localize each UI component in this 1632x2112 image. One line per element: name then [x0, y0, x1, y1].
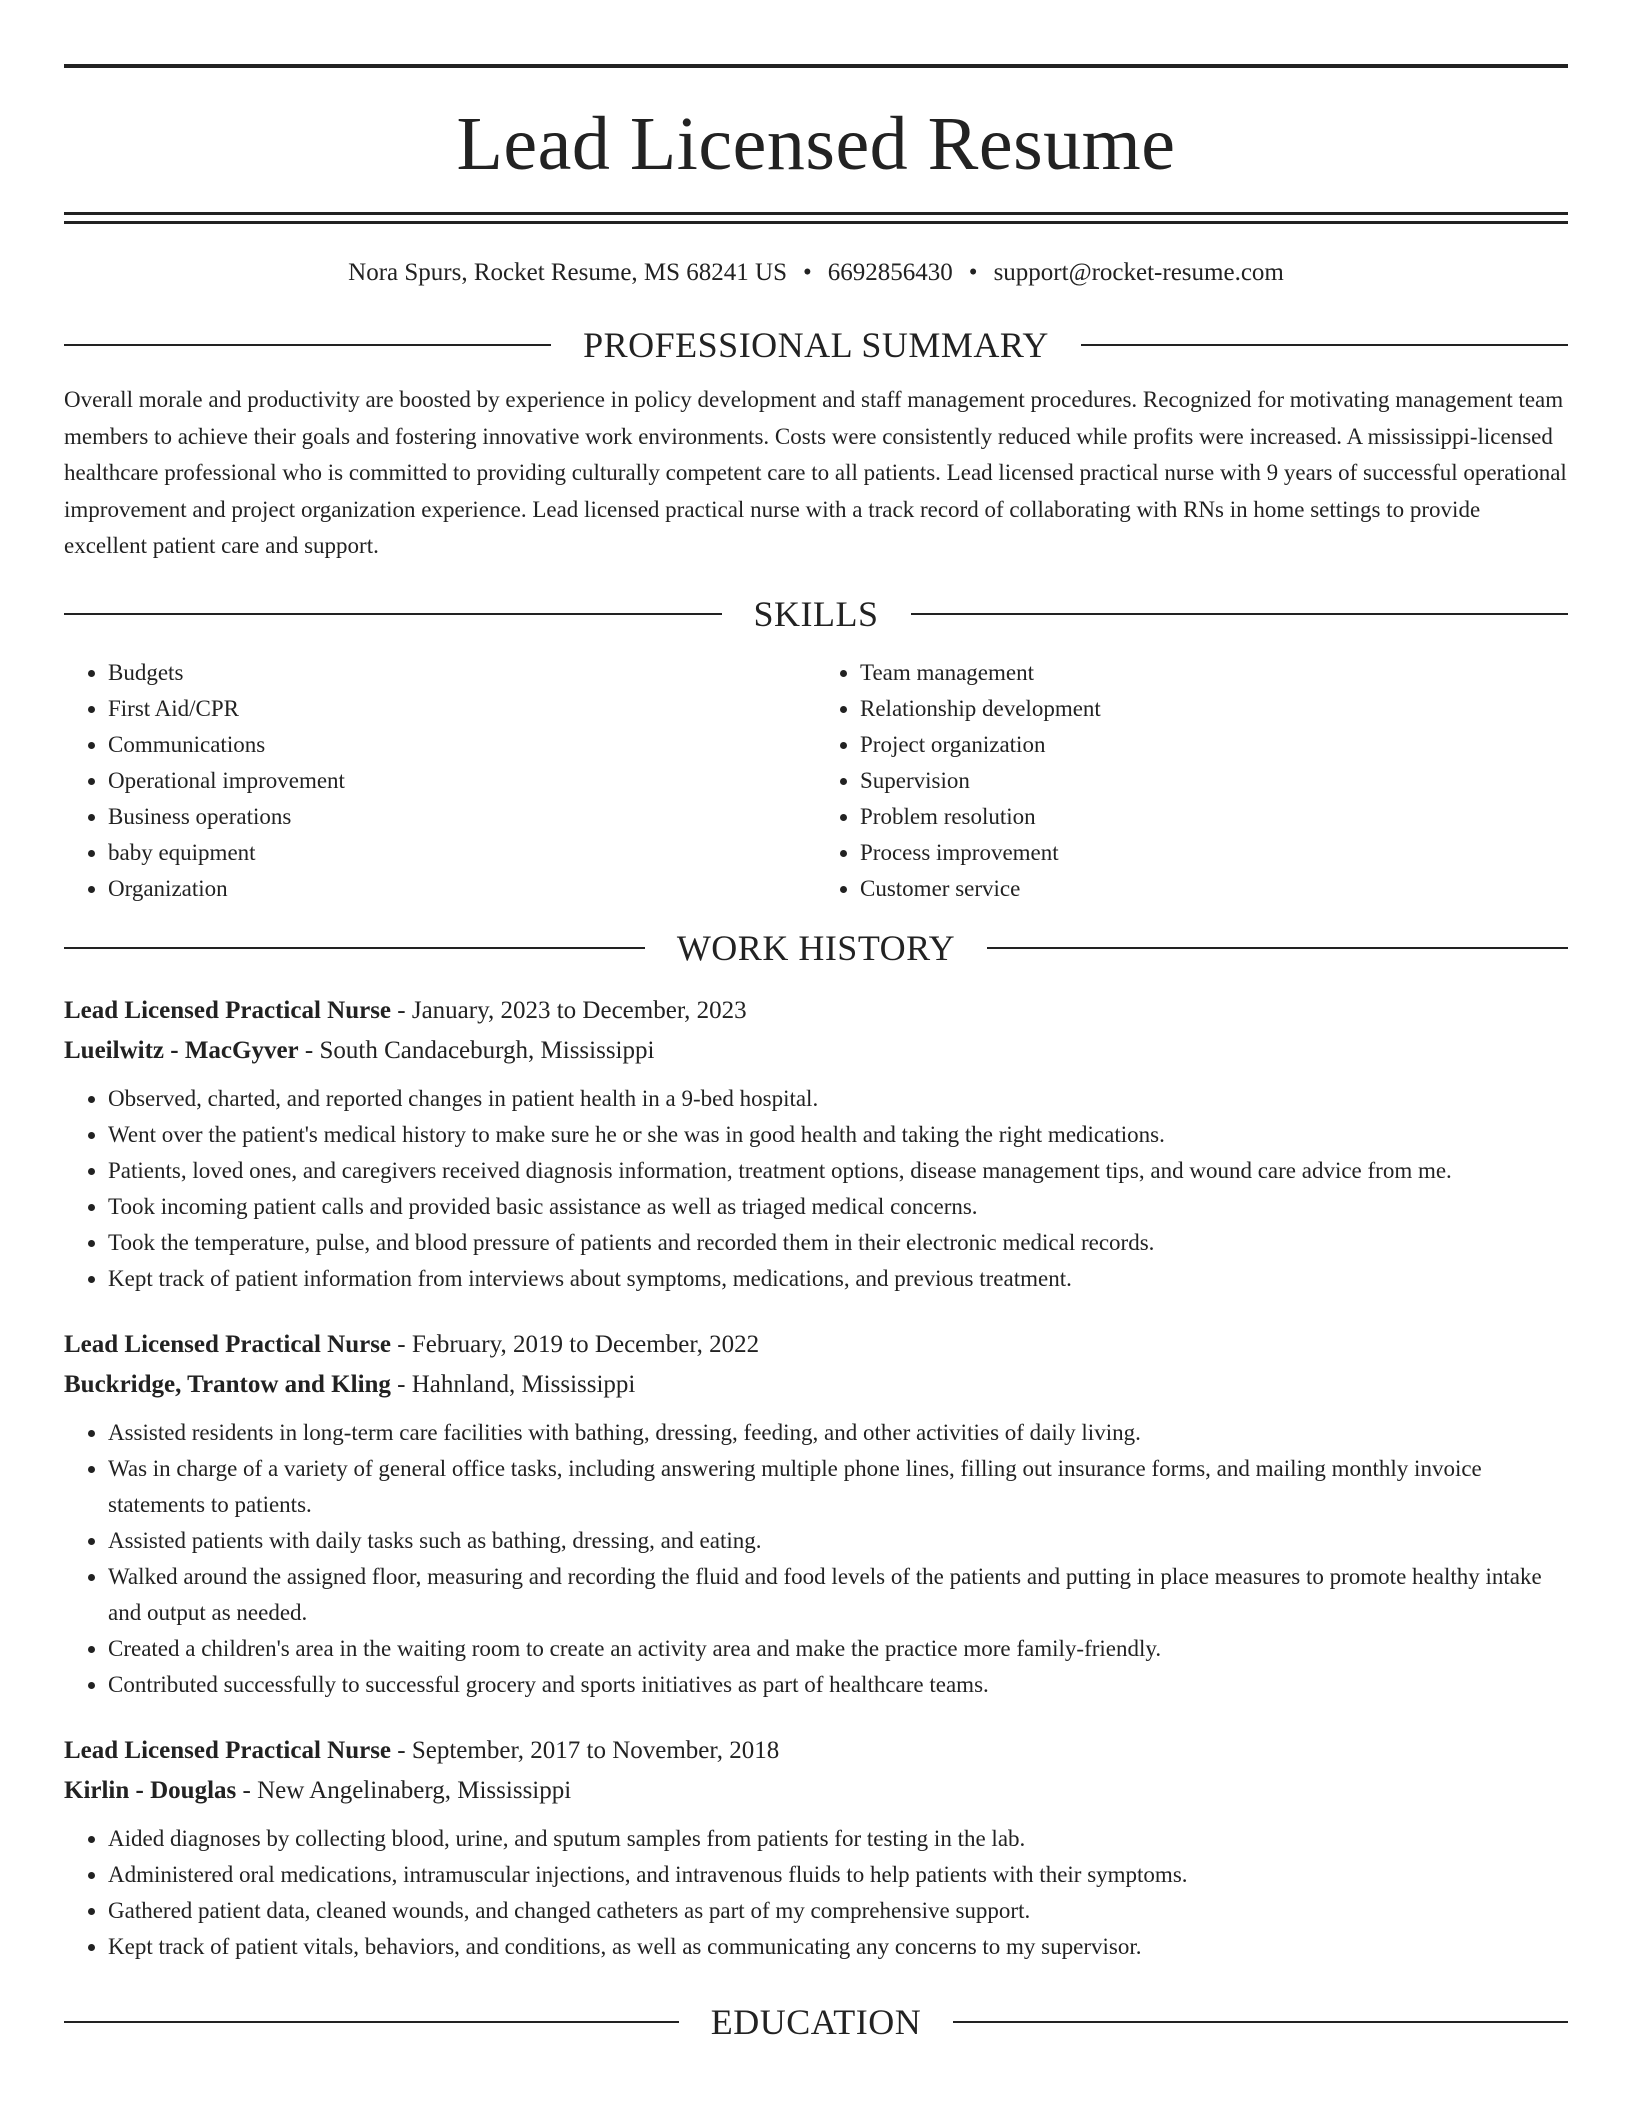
resume-title: Lead Licensed Resume [456, 102, 1176, 186]
job-entry [64, 991, 1568, 1297]
resume-content [64, 64, 1568, 2043]
job-bullet: • Contributed successfully to successful grocery and sports initiatives as part of healthcare teams. [108, 1667, 1568, 1703]
section-heading-work-history [64, 927, 1568, 969]
section-heading-skills [64, 593, 1568, 635]
skill-item: • Supervision [860, 763, 1568, 799]
title-double-rule [64, 212, 1568, 224]
job-company: Kirlin - Douglas [64, 1776, 237, 1804]
heading-rule [987, 947, 1568, 949]
skill-item: • Business operations [108, 799, 816, 835]
heading-rule [953, 2021, 1568, 2023]
contact-address: Nora Spurs, Rocket Resume, MS 68241 US [348, 259, 788, 286]
heading-rule [64, 613, 722, 615]
job-bullet: • Was in charge of a variety of general office tasks, including answering multiple phone lines, filling out insurance forms, and mailing monthly invoice statements to patients. [108, 1451, 1568, 1523]
heading-rule [64, 2021, 679, 2023]
skill-item: • Operational improvement [108, 763, 816, 799]
section-title: SKILLS [753, 593, 879, 634]
skill-item: • Budgets [108, 655, 816, 691]
heading-rule [64, 344, 551, 346]
job-bullet: • Aided diagnoses by collecting blood, urine, and sputum samples from patients for testing in the lab. [108, 1821, 1568, 1857]
job-bullet: • Went over the patient's medical history to make sure he or she was in good health and taking the right medications. [108, 1117, 1568, 1153]
skill-item: • Problem resolution [860, 799, 1568, 835]
skills-list [64, 655, 1568, 907]
job-title: Lead Licensed Practical Nurse [64, 1330, 392, 1358]
job-bullet: • Assisted patients with daily tasks such as bathing, dressing, and eating. [108, 1523, 1568, 1559]
section-heading-education [64, 2001, 1568, 2043]
job-title-line: Lead Licensed Practical Nurse - January, 2023 to December, 2023 [64, 996, 747, 1024]
skill-item: • Process improvement [860, 835, 1568, 871]
job-bullet: • Walked around the assigned floor, measuring and recording the fluid and food levels of the patients and putting in place measures to promote healthy intake and output as needed. [108, 1559, 1568, 1631]
contact-separator: • [803, 259, 812, 286]
job-bullet: • Kept track of patient vitals, behaviors, and conditions, as well as communicating any concerns to my supervisor. [108, 1929, 1568, 1965]
job-company: Buckridge, Trantow and Kling [64, 1370, 391, 1398]
job-dates: February, 2019 to December, 2022 [411, 1330, 760, 1358]
job-entry [64, 1325, 1568, 1703]
skill-item: • First Aid/CPR [108, 691, 816, 727]
heading-rule [911, 613, 1569, 615]
skill-item: • Project organization [860, 727, 1568, 763]
heading-rule [64, 947, 645, 949]
skill-item: • Team management [860, 655, 1568, 691]
heading-rule [1081, 344, 1568, 346]
job-bullet: • Took incoming patient calls and provided basic assistance as well as triaged medical concerns. [108, 1189, 1568, 1225]
skills-column-right [816, 655, 1568, 907]
section-title: WORK HISTORY [676, 927, 956, 968]
section-title: PROFESSIONAL SUMMARY [583, 325, 1049, 365]
job-title: Lead Licensed Practical Nurse [64, 996, 392, 1024]
job-bullets [64, 1821, 1568, 1965]
job-location: South Candaceburgh, Mississippi [319, 1036, 655, 1064]
summary-paragraph: Overall morale and productivity are boosted by experience in policy development and staff management procedures. Recognized for motivating management team members to achieve their goals and fostering innovative work environments. Costs were consistently reduced while profits were increased. A mississippi-licensed healthcare professional who is committed to providing culturally competent care to all patients. Lead licensed practical nurse with 9 years of successful operational improvement and project organization experience. Lead licensed practical nurse with a track record of collaborating with RNs in home settings to provide excellent patient care and support. [64, 387, 1567, 558]
section-heading-summary [64, 324, 1568, 366]
job-company-line: Buckridge, Trantow and Kling - Hahnland, Mississippi [64, 1370, 636, 1398]
job-bullet: • Gathered patient data, cleaned wounds, and changed catheters as part of my comprehensive support. [108, 1893, 1568, 1929]
job-title: Lead Licensed Practical Nurse [64, 1736, 392, 1764]
skill-item: • Relationship development [860, 691, 1568, 727]
top-rule [64, 64, 1568, 68]
job-bullet: • Kept track of patient information from interviews about symptoms, medications, and previous treatment. [108, 1261, 1568, 1297]
contact-email: support@rocket-resume.com [993, 259, 1284, 286]
job-bullet: • Assisted residents in long-term care facilities with bathing, dressing, feeding, and other activities of daily living. [108, 1415, 1568, 1451]
job-bullets [64, 1081, 1568, 1297]
job-bullet: • Took the temperature, pulse, and blood pressure of patients and recorded them in their electronic medical records. [108, 1225, 1568, 1261]
job-bullet: • Administered oral medications, intramuscular injections, and intravenous fluids to help patients with their symptoms. [108, 1857, 1568, 1893]
skill-item: • Communications [108, 727, 816, 763]
job-dates: January, 2023 to December, 2023 [411, 996, 747, 1024]
job-bullet: • Patients, loved ones, and caregivers received diagnosis information, treatment options, disease management tips, and wound care advice from me. [108, 1153, 1568, 1189]
job-bullets [64, 1415, 1568, 1703]
skill-item: • Organization [108, 871, 816, 907]
job-location: Hahnland, Mississippi [411, 1370, 636, 1398]
skills-column-left [64, 655, 816, 907]
job-company-line: Lueilwitz - MacGyver - South Candaceburgh, Mississippi [64, 1036, 655, 1064]
job-location: New Angelinaberg, Mississippi [257, 1776, 572, 1804]
job-title-line: Lead Licensed Practical Nurse - February, 2019 to December, 2022 [64, 1330, 760, 1358]
contact-phone: 6692856430 [827, 259, 953, 286]
skill-item: • baby equipment [108, 835, 816, 871]
job-bullet: • Created a children's area in the waiting room to create an activity area and make the practice more family-friendly. [108, 1631, 1568, 1667]
job-entry [64, 1731, 1568, 1965]
contact-separator: • [968, 259, 978, 286]
job-title-line: Lead Licensed Practical Nurse - September, 2017 to November, 2018 [64, 1736, 780, 1764]
contact-line [64, 258, 1568, 288]
section-title: EDUCATION [710, 2001, 922, 2042]
job-company-line: Kirlin - Douglas - New Angelinaberg, Mississippi [64, 1776, 572, 1804]
skill-item: • Customer service [860, 871, 1568, 907]
job-company: Lueilwitz - MacGyver [64, 1036, 299, 1064]
job-dates: September, 2017 to November, 2018 [411, 1736, 780, 1764]
job-bullet: • Observed, charted, and reported changes in patient health in a 9-bed hospital. [108, 1081, 1568, 1117]
